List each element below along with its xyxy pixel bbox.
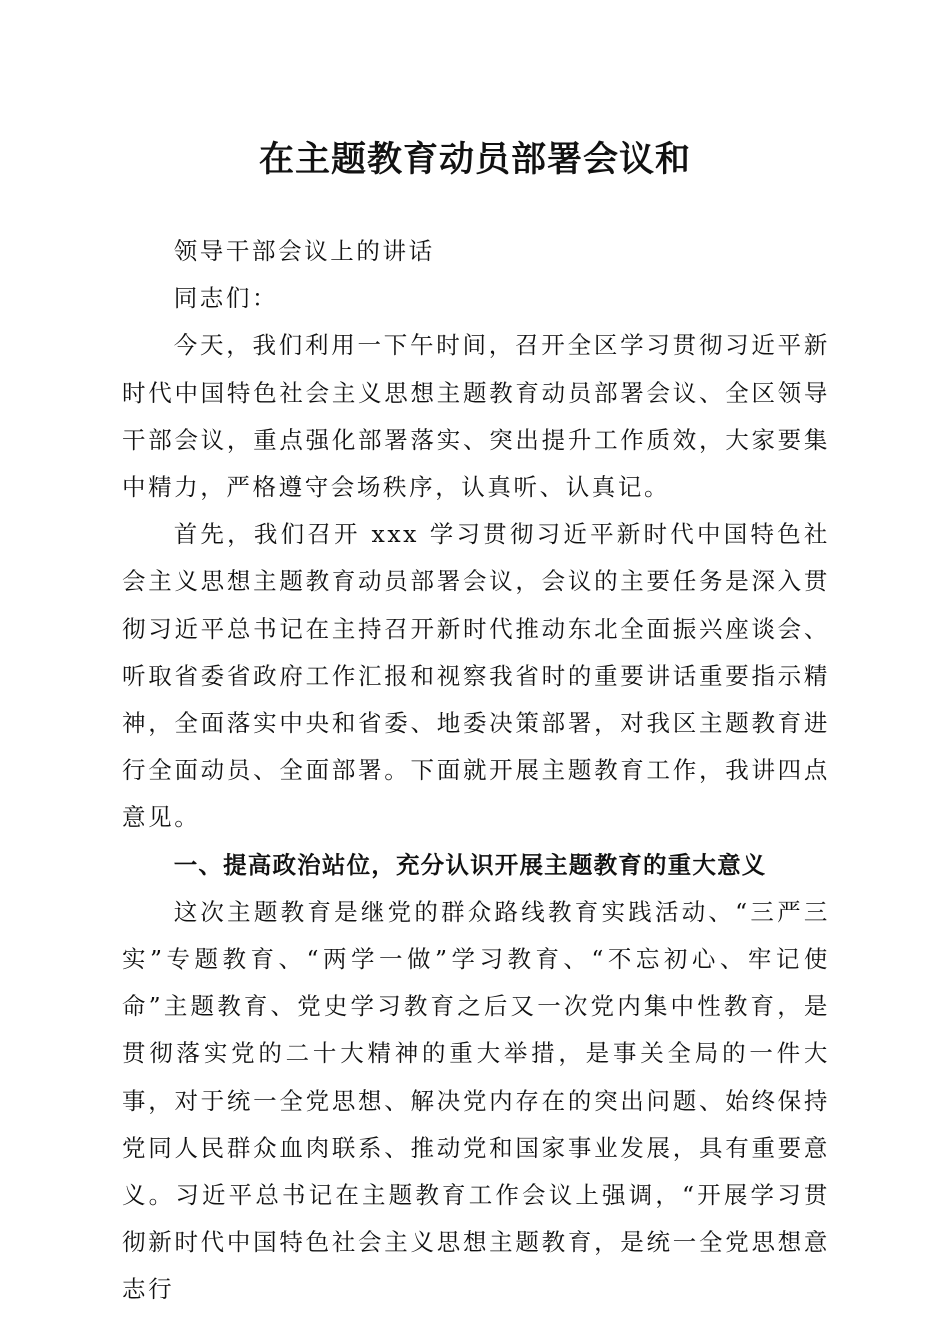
subtitle-line: 领导干部会议上的讲话 xyxy=(173,237,435,265)
document-title: 在主题教育动员部署会议和 xyxy=(258,139,691,180)
paragraph-section-one: 这次主题教育是继党的群众路线教育实践活动、“三严三实”专题教育、“两学一做”学习教育、“不忘初心、牢记使命”主题教育、党史学习教育之后又一次党内集中性教育，是贯彻落实党的二十大精神的重大举措，是事关全局的一件大事，对于统一全党思想、解决党内存在的突出问题、始终保持党同人民群众血肉联系、推动党和国家事业发展，具有重要意义。习近平总书记在主题教育工作会议上强调，“开展学习贯彻新时代中国特色社会主义思想主题教育，是统一全党思想意志行 xyxy=(122,897,830,1304)
paragraph-meeting-purpose: 首先，我们召开 xxx 学习贯彻习近平新时代中国特色社会主义思想主题教育动员部署会议，会议的主要任务是深入贯彻习近平总书记在主持召开新时代推动东北全面振兴座谈会、听取省委省政府工作汇报和视察我省时的重要讲话重要指示精神，全面落实中央和省委、地委决策部署，对我区主题教育进行全面动员、全面部署。下面就开展主题教育工作，我讲四点意见。 xyxy=(122,520,830,832)
document-body xyxy=(122,228,830,1314)
section-heading: 一、提高政治站位，充分认识开展主题教育的重大意义 xyxy=(173,850,767,879)
salutation: 同志们： xyxy=(173,284,279,313)
paragraph-opening: 今天，我们利用一下午时间，召开全区学习贯彻习近平新时代中国特色社会主义思想主题教育动员部署会议、全区领导干部会议，重点强化部署落实、突出提升工作质效，大家要集中精力，严格遵守会场秩序，认真听、认真记。 xyxy=(122,331,830,502)
